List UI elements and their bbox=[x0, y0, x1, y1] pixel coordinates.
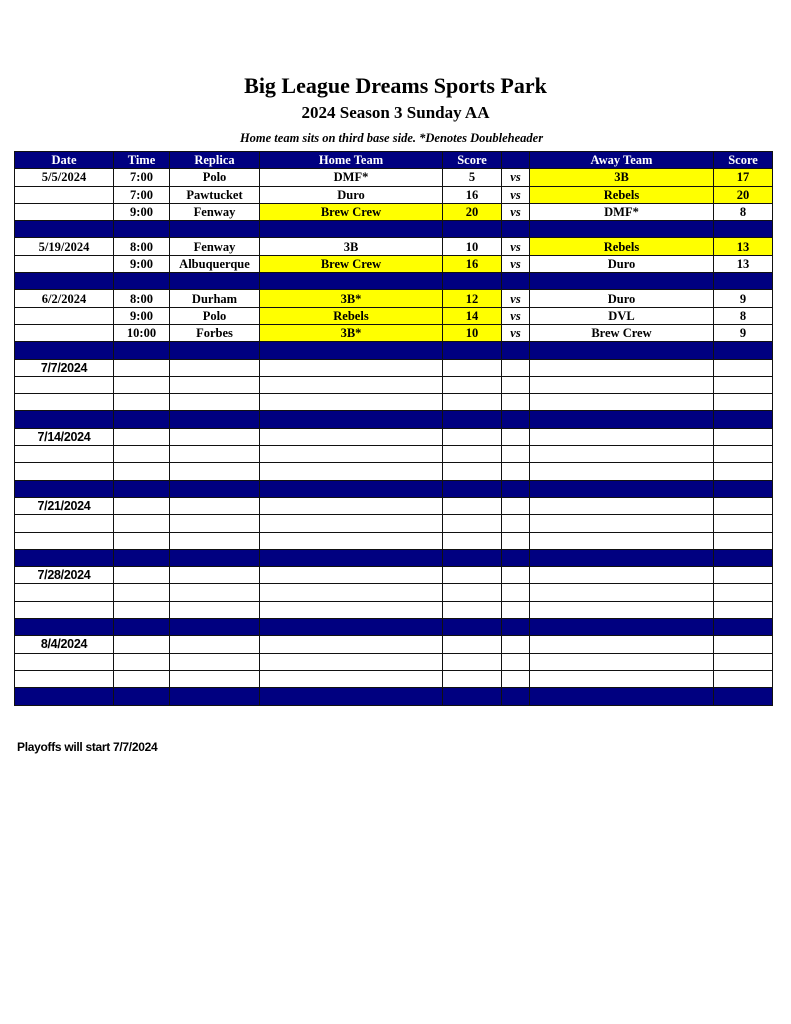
col-header-vs bbox=[502, 152, 530, 169]
separator-cell bbox=[530, 480, 714, 497]
home-score-cell: 16 bbox=[443, 255, 502, 272]
separator-cell bbox=[530, 619, 714, 636]
away-score-cell bbox=[714, 463, 773, 480]
separator-cell bbox=[714, 342, 773, 359]
home-team-cell bbox=[260, 567, 443, 584]
vs-cell bbox=[502, 446, 530, 463]
replica-field-cell bbox=[170, 515, 260, 532]
home-team-cell: Duro bbox=[260, 186, 443, 203]
time-cell bbox=[114, 670, 170, 687]
vs-cell bbox=[502, 601, 530, 618]
week-separator-row bbox=[15, 480, 773, 497]
home-score-cell: 5 bbox=[443, 169, 502, 186]
separator-cell bbox=[502, 273, 530, 290]
replica-field-cell bbox=[170, 359, 260, 376]
time-cell bbox=[114, 394, 170, 411]
home-score-cell bbox=[443, 394, 502, 411]
empty-game-row bbox=[15, 584, 773, 601]
separator-cell bbox=[443, 221, 502, 238]
separator-cell bbox=[15, 273, 114, 290]
home-team-cell bbox=[260, 428, 443, 445]
header-row bbox=[15, 152, 773, 169]
separator-cell bbox=[714, 273, 773, 290]
date-cell bbox=[15, 376, 114, 393]
separator-cell bbox=[114, 273, 170, 290]
home-team-cell: Brew Crew bbox=[260, 255, 443, 272]
date-cell bbox=[15, 307, 114, 324]
empty-game-row bbox=[15, 601, 773, 618]
away-team-cell: Rebels bbox=[530, 238, 714, 255]
home-score-cell bbox=[443, 532, 502, 549]
replica-field-cell: Durham bbox=[170, 290, 260, 307]
empty-game-row bbox=[15, 636, 773, 653]
time-cell: 8:00 bbox=[114, 290, 170, 307]
home-score-cell bbox=[443, 584, 502, 601]
away-team-cell bbox=[530, 515, 714, 532]
date-cell: 7/7/2024 bbox=[15, 359, 114, 376]
time-cell: 9:00 bbox=[114, 307, 170, 324]
away-score-cell bbox=[714, 497, 773, 514]
away-team-cell: DVL bbox=[530, 307, 714, 324]
date-cell: 6/2/2024 bbox=[15, 290, 114, 307]
week-separator-row bbox=[15, 342, 773, 359]
time-cell: 8:00 bbox=[114, 238, 170, 255]
replica-field-cell: Fenway bbox=[170, 238, 260, 255]
away-team-cell: Duro bbox=[530, 255, 714, 272]
home-score-cell bbox=[443, 376, 502, 393]
empty-game-row bbox=[15, 653, 773, 670]
game-row bbox=[15, 307, 773, 324]
date-cell bbox=[15, 446, 114, 463]
date-cell: 5/19/2024 bbox=[15, 238, 114, 255]
home-team-cell: 3B* bbox=[260, 324, 443, 341]
separator-cell bbox=[530, 549, 714, 566]
away-team-cell: DMF* bbox=[530, 203, 714, 220]
time-cell bbox=[114, 653, 170, 670]
replica-field-cell: Albuquerque bbox=[170, 255, 260, 272]
home-score-cell bbox=[443, 515, 502, 532]
vs-cell: vs bbox=[502, 307, 530, 324]
replica-field-cell bbox=[170, 446, 260, 463]
week-separator-row bbox=[15, 221, 773, 238]
date-cell bbox=[15, 255, 114, 272]
replica-field-cell bbox=[170, 670, 260, 687]
separator-cell bbox=[114, 480, 170, 497]
empty-game-row bbox=[15, 515, 773, 532]
separator-cell bbox=[260, 342, 443, 359]
date-cell: 7/14/2024 bbox=[15, 428, 114, 445]
week-separator-row bbox=[15, 549, 773, 566]
game-row bbox=[15, 255, 773, 272]
away-score-cell bbox=[714, 670, 773, 687]
vs-cell bbox=[502, 567, 530, 584]
away-team-cell bbox=[530, 601, 714, 618]
separator-cell bbox=[502, 221, 530, 238]
separator-cell bbox=[443, 342, 502, 359]
date-cell: 7/28/2024 bbox=[15, 567, 114, 584]
away-team-cell bbox=[530, 636, 714, 653]
away-team-cell: Brew Crew bbox=[530, 324, 714, 341]
home-score-cell bbox=[443, 359, 502, 376]
separator-cell bbox=[170, 221, 260, 238]
separator-cell bbox=[170, 342, 260, 359]
page-title: Big League Dreams Sports Park bbox=[244, 73, 547, 98]
date-cell: 8/4/2024 bbox=[15, 636, 114, 653]
replica-field-cell: Polo bbox=[170, 307, 260, 324]
separator-cell bbox=[114, 221, 170, 238]
time-cell bbox=[114, 515, 170, 532]
away-score-cell: 9 bbox=[714, 324, 773, 341]
vs-cell bbox=[502, 636, 530, 653]
time-cell bbox=[114, 636, 170, 653]
away-score-cell bbox=[714, 584, 773, 601]
col-header-home-score: Score bbox=[443, 152, 502, 169]
home-score-cell: 14 bbox=[443, 307, 502, 324]
week-separator-row bbox=[15, 688, 773, 705]
separator-cell bbox=[260, 480, 443, 497]
separator-cell bbox=[443, 549, 502, 566]
separator-cell bbox=[114, 619, 170, 636]
date-cell: 7/21/2024 bbox=[15, 497, 114, 514]
time-cell bbox=[114, 463, 170, 480]
time-cell: 7:00 bbox=[114, 169, 170, 186]
time-cell bbox=[114, 359, 170, 376]
time-cell bbox=[114, 376, 170, 393]
date-cell bbox=[15, 203, 114, 220]
separator-cell bbox=[530, 688, 714, 705]
away-score-cell: 20 bbox=[714, 186, 773, 203]
home-score-cell: 20 bbox=[443, 203, 502, 220]
replica-field-cell bbox=[170, 394, 260, 411]
schedule-table bbox=[14, 151, 773, 706]
replica-field-cell: Pawtucket bbox=[170, 186, 260, 203]
home-team-cell bbox=[260, 463, 443, 480]
away-score-cell: 9 bbox=[714, 290, 773, 307]
time-cell: 9:00 bbox=[114, 203, 170, 220]
schedule-body bbox=[15, 169, 773, 705]
separator-cell bbox=[114, 549, 170, 566]
away-team-cell: 3B bbox=[530, 169, 714, 186]
separator-cell bbox=[260, 549, 443, 566]
away-team-cell bbox=[530, 428, 714, 445]
date-cell bbox=[15, 324, 114, 341]
separator-cell bbox=[170, 411, 260, 428]
separator-cell bbox=[502, 688, 530, 705]
separator-cell bbox=[443, 273, 502, 290]
vs-cell bbox=[502, 653, 530, 670]
vs-cell bbox=[502, 584, 530, 601]
home-score-cell bbox=[443, 670, 502, 687]
away-score-cell bbox=[714, 515, 773, 532]
vs-cell: vs bbox=[502, 290, 530, 307]
home-score-cell bbox=[443, 497, 502, 514]
separator-cell bbox=[260, 411, 443, 428]
away-team-cell: Duro bbox=[530, 290, 714, 307]
away-team-cell bbox=[530, 670, 714, 687]
away-team-cell bbox=[530, 497, 714, 514]
home-team-cell bbox=[260, 653, 443, 670]
home-team-cell: 3B* bbox=[260, 290, 443, 307]
away-team-cell bbox=[530, 463, 714, 480]
home-team-cell bbox=[260, 376, 443, 393]
away-team-cell bbox=[530, 567, 714, 584]
away-team-cell bbox=[530, 584, 714, 601]
vs-cell bbox=[502, 670, 530, 687]
away-score-cell bbox=[714, 394, 773, 411]
home-score-cell bbox=[443, 463, 502, 480]
separator-cell bbox=[714, 619, 773, 636]
separator-cell bbox=[15, 619, 114, 636]
home-score-cell bbox=[443, 601, 502, 618]
home-team-cell bbox=[260, 394, 443, 411]
home-team-note: Home team sits on third base side. *Denotes Doubleheader bbox=[239, 131, 544, 145]
vs-cell bbox=[502, 394, 530, 411]
col-header-home-team: Home Team bbox=[260, 152, 443, 169]
vs-cell bbox=[502, 376, 530, 393]
home-score-cell bbox=[443, 428, 502, 445]
replica-field-cell bbox=[170, 653, 260, 670]
week-separator-row bbox=[15, 273, 773, 290]
week-separator-row bbox=[15, 411, 773, 428]
home-team-cell bbox=[260, 636, 443, 653]
date-cell bbox=[15, 394, 114, 411]
empty-game-row bbox=[15, 497, 773, 514]
separator-cell bbox=[15, 480, 114, 497]
replica-field-cell bbox=[170, 532, 260, 549]
home-team-cell bbox=[260, 601, 443, 618]
away-team-cell bbox=[530, 653, 714, 670]
empty-game-row bbox=[15, 670, 773, 687]
separator-cell bbox=[502, 342, 530, 359]
separator-cell bbox=[170, 549, 260, 566]
separator-cell bbox=[114, 411, 170, 428]
home-team-cell bbox=[260, 515, 443, 532]
time-cell bbox=[114, 428, 170, 445]
time-cell bbox=[114, 446, 170, 463]
vs-cell bbox=[502, 428, 530, 445]
separator-cell bbox=[170, 273, 260, 290]
time-cell: 9:00 bbox=[114, 255, 170, 272]
date-cell bbox=[15, 186, 114, 203]
vs-cell bbox=[502, 463, 530, 480]
game-row bbox=[15, 169, 773, 186]
time-cell: 7:00 bbox=[114, 186, 170, 203]
away-team-cell bbox=[530, 532, 714, 549]
vs-cell: vs bbox=[502, 238, 530, 255]
empty-game-row bbox=[15, 359, 773, 376]
col-header-time: Time bbox=[114, 152, 170, 169]
vs-cell: vs bbox=[502, 324, 530, 341]
separator-cell bbox=[15, 342, 114, 359]
separator-cell bbox=[530, 221, 714, 238]
empty-game-row bbox=[15, 463, 773, 480]
separator-cell bbox=[502, 549, 530, 566]
replica-field-cell bbox=[170, 567, 260, 584]
away-score-cell bbox=[714, 636, 773, 653]
replica-field-cell: Fenway bbox=[170, 203, 260, 220]
home-team-cell bbox=[260, 532, 443, 549]
away-team-cell bbox=[530, 359, 714, 376]
game-row bbox=[15, 238, 773, 255]
vs-cell bbox=[502, 497, 530, 514]
time-cell: 10:00 bbox=[114, 324, 170, 341]
game-row bbox=[15, 186, 773, 203]
date-cell bbox=[15, 463, 114, 480]
home-score-cell bbox=[443, 653, 502, 670]
empty-game-row bbox=[15, 532, 773, 549]
separator-cell bbox=[170, 619, 260, 636]
separator-cell bbox=[260, 619, 443, 636]
away-score-cell bbox=[714, 428, 773, 445]
away-score-cell bbox=[714, 567, 773, 584]
date-cell bbox=[15, 653, 114, 670]
away-score-cell bbox=[714, 653, 773, 670]
vs-cell bbox=[502, 515, 530, 532]
home-team-cell: Rebels bbox=[260, 307, 443, 324]
replica-field-cell bbox=[170, 636, 260, 653]
home-score-cell: 10 bbox=[443, 324, 502, 341]
separator-cell bbox=[260, 688, 443, 705]
away-score-cell: 8 bbox=[714, 307, 773, 324]
separator-cell bbox=[714, 221, 773, 238]
replica-field-cell bbox=[170, 376, 260, 393]
empty-game-row bbox=[15, 376, 773, 393]
home-score-cell bbox=[443, 636, 502, 653]
away-team-cell: Rebels bbox=[530, 186, 714, 203]
date-cell bbox=[15, 532, 114, 549]
separator-cell bbox=[15, 411, 114, 428]
col-header-replica: Replica bbox=[170, 152, 260, 169]
replica-field-cell: Forbes bbox=[170, 324, 260, 341]
date-cell bbox=[15, 670, 114, 687]
separator-cell bbox=[114, 688, 170, 705]
away-score-cell: 13 bbox=[714, 255, 773, 272]
away-score-cell bbox=[714, 446, 773, 463]
separator-cell bbox=[114, 342, 170, 359]
away-score-cell bbox=[714, 359, 773, 376]
away-team-cell bbox=[530, 394, 714, 411]
date-cell bbox=[15, 515, 114, 532]
vs-cell: vs bbox=[502, 255, 530, 272]
home-team-cell bbox=[260, 497, 443, 514]
home-score-cell bbox=[443, 567, 502, 584]
replica-field-cell bbox=[170, 428, 260, 445]
away-score-cell bbox=[714, 376, 773, 393]
separator-cell bbox=[530, 342, 714, 359]
vs-cell: vs bbox=[502, 186, 530, 203]
date-cell bbox=[15, 601, 114, 618]
replica-field-cell bbox=[170, 497, 260, 514]
separator-cell bbox=[502, 411, 530, 428]
away-score-cell bbox=[714, 532, 773, 549]
separator-cell bbox=[502, 619, 530, 636]
date-cell: 5/5/2024 bbox=[15, 169, 114, 186]
separator-cell bbox=[443, 411, 502, 428]
separator-cell bbox=[714, 549, 773, 566]
separator-cell bbox=[714, 411, 773, 428]
separator-cell bbox=[443, 688, 502, 705]
time-cell bbox=[114, 532, 170, 549]
home-team-cell bbox=[260, 584, 443, 601]
home-score-cell: 16 bbox=[443, 186, 502, 203]
empty-game-row bbox=[15, 567, 773, 584]
replica-field-cell bbox=[170, 463, 260, 480]
playoffs-note: Playoffs will start 7/7/2024 bbox=[17, 740, 158, 754]
week-separator-row bbox=[15, 619, 773, 636]
separator-cell bbox=[443, 480, 502, 497]
empty-game-row bbox=[15, 394, 773, 411]
separator-cell bbox=[15, 688, 114, 705]
vs-cell: vs bbox=[502, 203, 530, 220]
empty-game-row bbox=[15, 428, 773, 445]
empty-game-row bbox=[15, 446, 773, 463]
replica-field-cell bbox=[170, 601, 260, 618]
separator-cell bbox=[170, 688, 260, 705]
home-team-cell bbox=[260, 670, 443, 687]
away-team-cell bbox=[530, 376, 714, 393]
separator-cell bbox=[260, 221, 443, 238]
home-score-cell bbox=[443, 446, 502, 463]
separator-cell bbox=[443, 619, 502, 636]
separator-cell bbox=[714, 688, 773, 705]
separator-cell bbox=[530, 411, 714, 428]
away-team-cell bbox=[530, 446, 714, 463]
home-team-cell: 3B bbox=[260, 238, 443, 255]
home-score-cell: 10 bbox=[443, 238, 502, 255]
time-cell bbox=[114, 584, 170, 601]
separator-cell bbox=[530, 273, 714, 290]
away-score-cell: 13 bbox=[714, 238, 773, 255]
col-header-date: Date bbox=[15, 152, 114, 169]
home-team-cell bbox=[260, 359, 443, 376]
home-team-cell: DMF* bbox=[260, 169, 443, 186]
col-header-away-team: Away Team bbox=[530, 152, 714, 169]
col-header-away-score: Score bbox=[714, 152, 773, 169]
vs-cell: vs bbox=[502, 169, 530, 186]
separator-cell bbox=[15, 549, 114, 566]
date-cell bbox=[15, 584, 114, 601]
replica-field-cell: Polo bbox=[170, 169, 260, 186]
home-team-cell: Brew Crew bbox=[260, 203, 443, 220]
separator-cell bbox=[502, 480, 530, 497]
away-score-cell: 17 bbox=[714, 169, 773, 186]
game-row bbox=[15, 203, 773, 220]
game-row bbox=[15, 324, 773, 341]
vs-cell bbox=[502, 359, 530, 376]
vs-cell bbox=[502, 532, 530, 549]
separator-cell bbox=[15, 221, 114, 238]
replica-field-cell bbox=[170, 584, 260, 601]
time-cell bbox=[114, 567, 170, 584]
separator-cell bbox=[714, 480, 773, 497]
separator-cell bbox=[260, 273, 443, 290]
time-cell bbox=[114, 497, 170, 514]
home-score-cell: 12 bbox=[443, 290, 502, 307]
game-row bbox=[15, 290, 773, 307]
season-subtitle: 2024 Season 3 Sunday AA bbox=[301, 103, 490, 122]
time-cell bbox=[114, 601, 170, 618]
away-score-cell: 8 bbox=[714, 203, 773, 220]
away-score-cell bbox=[714, 601, 773, 618]
home-team-cell bbox=[260, 446, 443, 463]
separator-cell bbox=[170, 480, 260, 497]
